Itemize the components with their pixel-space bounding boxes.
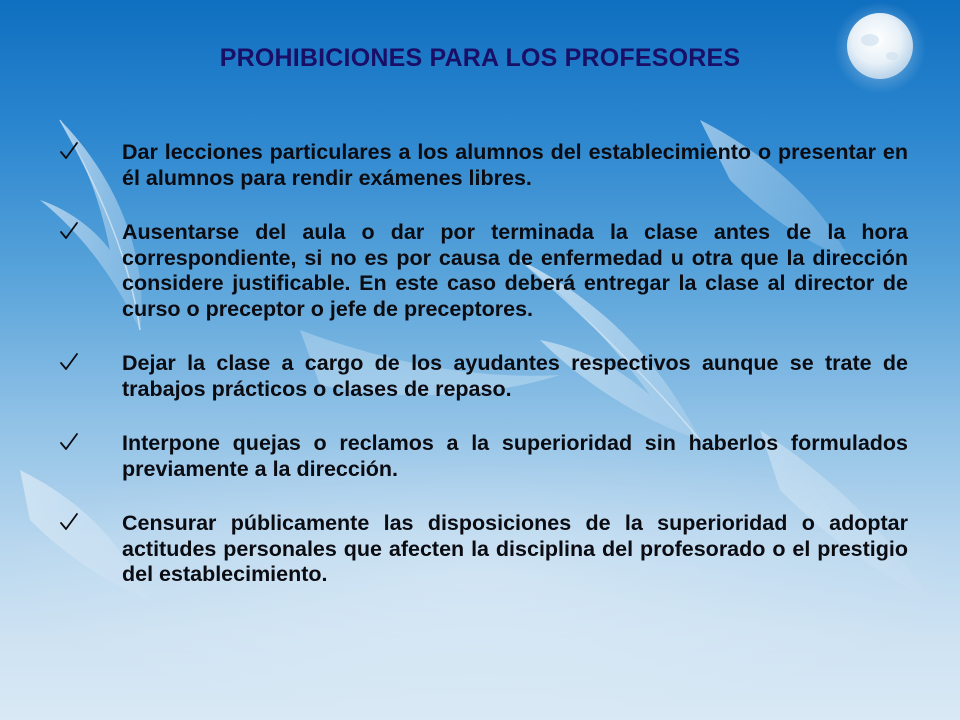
list-item-text: Censurar públicamente las disposiciones de la superioridad o adoptar actitudes personales que afecten la disciplina del profesorado o el prestigio del establecimiento. bbox=[122, 511, 908, 586]
list-item bbox=[58, 431, 908, 482]
check-mark-icon bbox=[58, 431, 80, 453]
list-item bbox=[58, 140, 908, 191]
check-mark-icon bbox=[58, 351, 80, 373]
check-mark-icon bbox=[58, 220, 80, 242]
list-item-text: Dejar la clase a cargo de los ayudantes respectivos aunque se trate de trabajos prácticos o clases de repaso. bbox=[122, 351, 908, 401]
list-item bbox=[58, 351, 908, 402]
slide-title: PROHIBICIONES PARA LOS PROFESORES bbox=[219, 44, 741, 72]
check-mark-icon bbox=[58, 140, 80, 162]
list-item bbox=[58, 511, 908, 588]
list-item-text: Dar lecciones particulares a los alumnos del establecimiento o presentar en él alumnos para rendir exámenes libres. bbox=[122, 140, 908, 190]
list-item-text: Interpone quejas o reclamos a la superioridad sin haberlos formulados previamente a la dirección. bbox=[122, 431, 908, 481]
list-item-text: Ausentarse del aula o dar por terminada la clase antes de la hora correspondiente, si no es por causa de enfermedad u otra que la dirección considere justificable. En este caso deberá entregar la clase al director de curso o preceptor o jefe de preceptores. bbox=[122, 220, 908, 321]
list-item bbox=[58, 220, 908, 322]
check-mark-icon bbox=[58, 511, 80, 533]
prohibitions-list bbox=[58, 140, 908, 617]
